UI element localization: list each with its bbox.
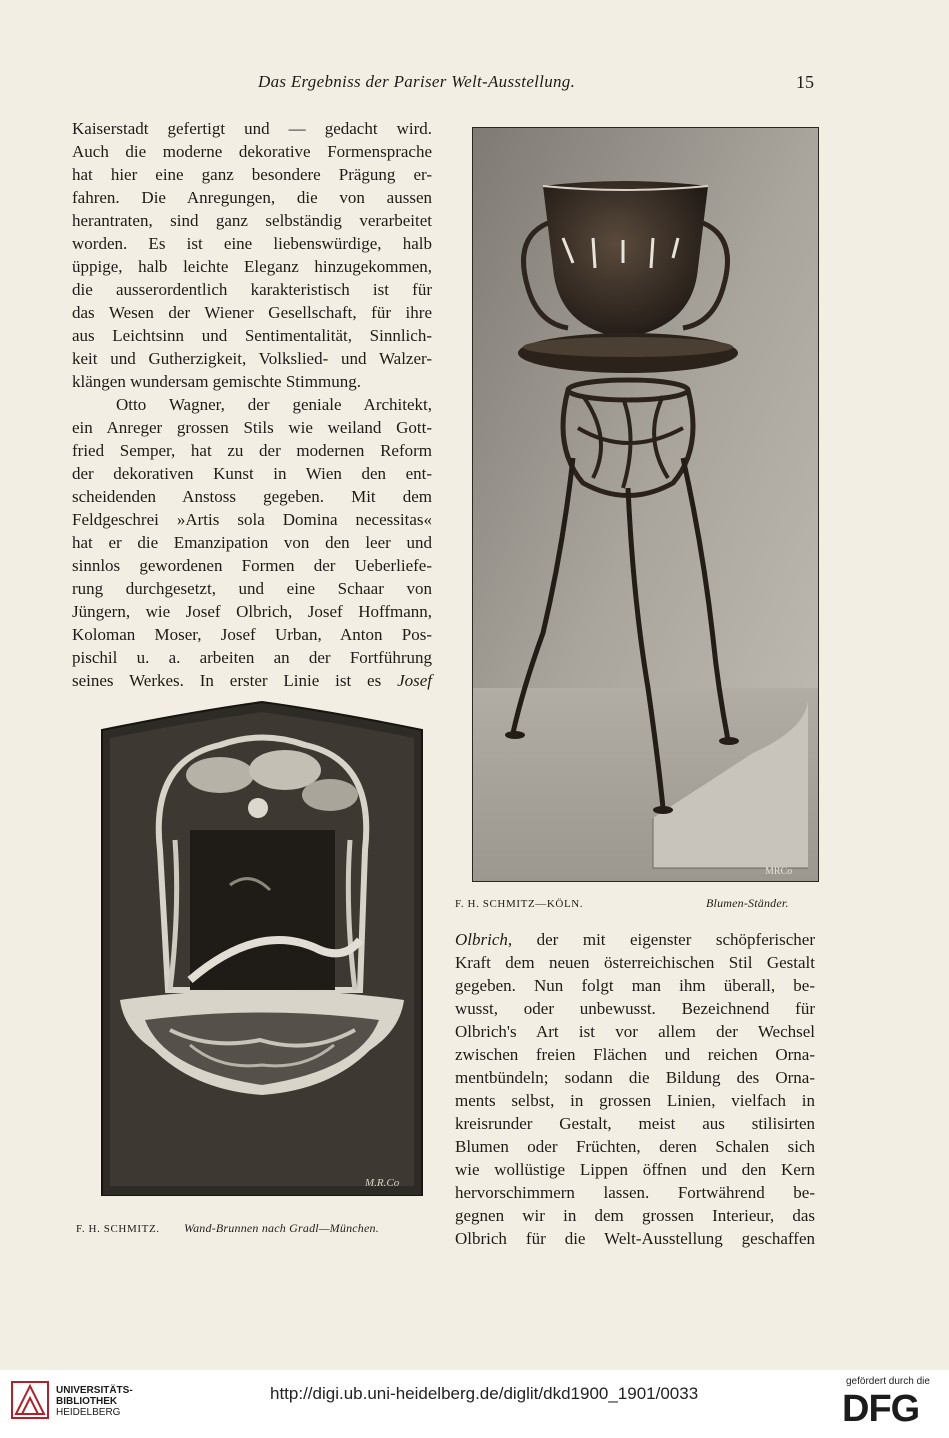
source-url[interactable]: http://digi.ub.uni-heidelberg.de/diglit/dkd1900_1901/0033 [270, 1384, 699, 1403]
text-line-body: seines Werkes. In erster Linie ist es [72, 671, 382, 690]
text-line: Otto Wagner, der geniale Architekt, [116, 395, 432, 414]
dfg-logo: DFG [842, 1388, 920, 1430]
university-seal-icon [10, 1380, 50, 1420]
text-line: scheidenden Anstoss gegeben. Mit dem [72, 487, 432, 506]
text-line: kreisrunder Gestalt, meist aus stilisirten [455, 1114, 815, 1133]
left-text-column [72, 117, 432, 692]
fountain-monogram: M.R.Co [365, 1177, 400, 1189]
text-line: das Wesen der Wiener Gesellschaft, für ihre [72, 303, 432, 322]
text-line-last [72, 669, 432, 692]
text-line: ments selbst, in grossen Linien, vielfach in [455, 1091, 815, 1110]
text-line: Koloman Moser, Josef Urban, Anton Pos- [72, 625, 432, 644]
text-line: mentbündeln; sodann die Bildung des Orna- [455, 1068, 815, 1087]
text-line: aus Leichtsinn und Sentimentalität, Sinnlich- [72, 326, 432, 345]
text-line: herantraten, sind ganz selbständig verarbeitet [72, 211, 432, 230]
text-line: keit und Gutherzigkeit, Volkslied- und Walzer- [72, 349, 432, 368]
text-line: Olbrich für die Welt-Ausstellung geschaffen [455, 1229, 815, 1248]
text-line: klängen wundersam gemischte Stimmung. [72, 372, 361, 391]
italic-name: Josef [397, 671, 432, 690]
footer-bar [0, 1370, 949, 1438]
text-line: gegnen wir in dem grossen Interieur, das [455, 1206, 815, 1225]
text-line: rung durchgesetzt, und eine Schaar von [72, 579, 432, 598]
stand-monogram: MRCo [765, 866, 793, 877]
text-line: Jüngern, wie Josef Olbrich, Josef Hoffmann, [72, 602, 432, 621]
text-line-first [455, 928, 815, 951]
stand-caption-left: F. H. SCHMITZ—KÖLN. [455, 898, 584, 910]
text-line: Olbrich's Art ist vor allem der Wechsel [455, 1022, 815, 1041]
page-number: 15 [796, 72, 814, 92]
flower-stand-illustration [473, 128, 818, 881]
wall-fountain-illustration [90, 700, 434, 1196]
text-line: wie wollüstige Lippen öffnen und den Kern [455, 1160, 815, 1179]
right-text-column [455, 928, 815, 1250]
photo-wall-fountain [90, 700, 434, 1196]
library-name: UNIVERSITÄTS- BIBLIOTHEK HEIDELBERG [56, 1385, 133, 1418]
text-line: üppige, halb leichte Eleganz hinzugekommen, [72, 257, 432, 276]
text-line: pischil u. a. arbeiten an der Fortführung [72, 648, 432, 667]
text-line: hat er die Emanzipation von den leer und [72, 533, 432, 552]
text-line: gegeben. Nun folgt man ihm überall, be- [455, 976, 815, 995]
text-line: die ausserordentlich karakteristisch ist für [72, 280, 432, 299]
fountain-caption-right: Wand-Brunnen nach Gradl—München. [184, 1221, 379, 1235]
text-line: wusst, oder unbewusst. Bezeichnend für [455, 999, 815, 1018]
photo-flower-stand [472, 127, 819, 882]
text-line: Kaiserstadt gefertigt und — gedacht wird. [72, 119, 432, 138]
running-head: Das Ergebniss der Pariser Welt-Ausstellung. [258, 72, 576, 91]
text-line-body: der mit eigenster schöpferischer [536, 930, 815, 949]
text-line: ein Anreger grossen Stils wie weiland Gott- [72, 418, 432, 437]
funded-by-label: gefördert durch die [846, 1376, 930, 1387]
text-line: sinnlos gewordenen Formen der Ueberliefe- [72, 556, 432, 575]
text-line: hat hier eine ganz besondere Prägung er- [72, 165, 432, 184]
fountain-caption-left: F. H. SCHMITZ. [76, 1223, 160, 1235]
text-line: Auch die moderne dekorative Formensprache [72, 142, 432, 161]
text-line: Kraft dem neuen österreichischen Stil Gestalt [455, 953, 815, 972]
text-line: fahren. Die Anregungen, die von aussen [72, 188, 432, 207]
text-line: Feldgeschrei »Artis sola Domina necessitas« [72, 510, 432, 529]
italic-name: Olbrich, [455, 930, 513, 949]
text-line: worden. Es ist eine liebenswürdige, halb [72, 234, 432, 253]
stand-caption-right: Blumen-Ständer. [706, 896, 789, 910]
text-line: zwischen freien Flächen und reichen Orna- [455, 1045, 815, 1064]
text-line: der dekorativen Kunst in Wien den ent- [72, 464, 432, 483]
text-line: fried Semper, hat zu der modernen Reform [72, 441, 432, 460]
text-line: hervorschimmern lassen. Fortwährend be- [455, 1183, 815, 1202]
text-line: Blumen oder Früchten, deren Schalen sich [455, 1137, 815, 1156]
